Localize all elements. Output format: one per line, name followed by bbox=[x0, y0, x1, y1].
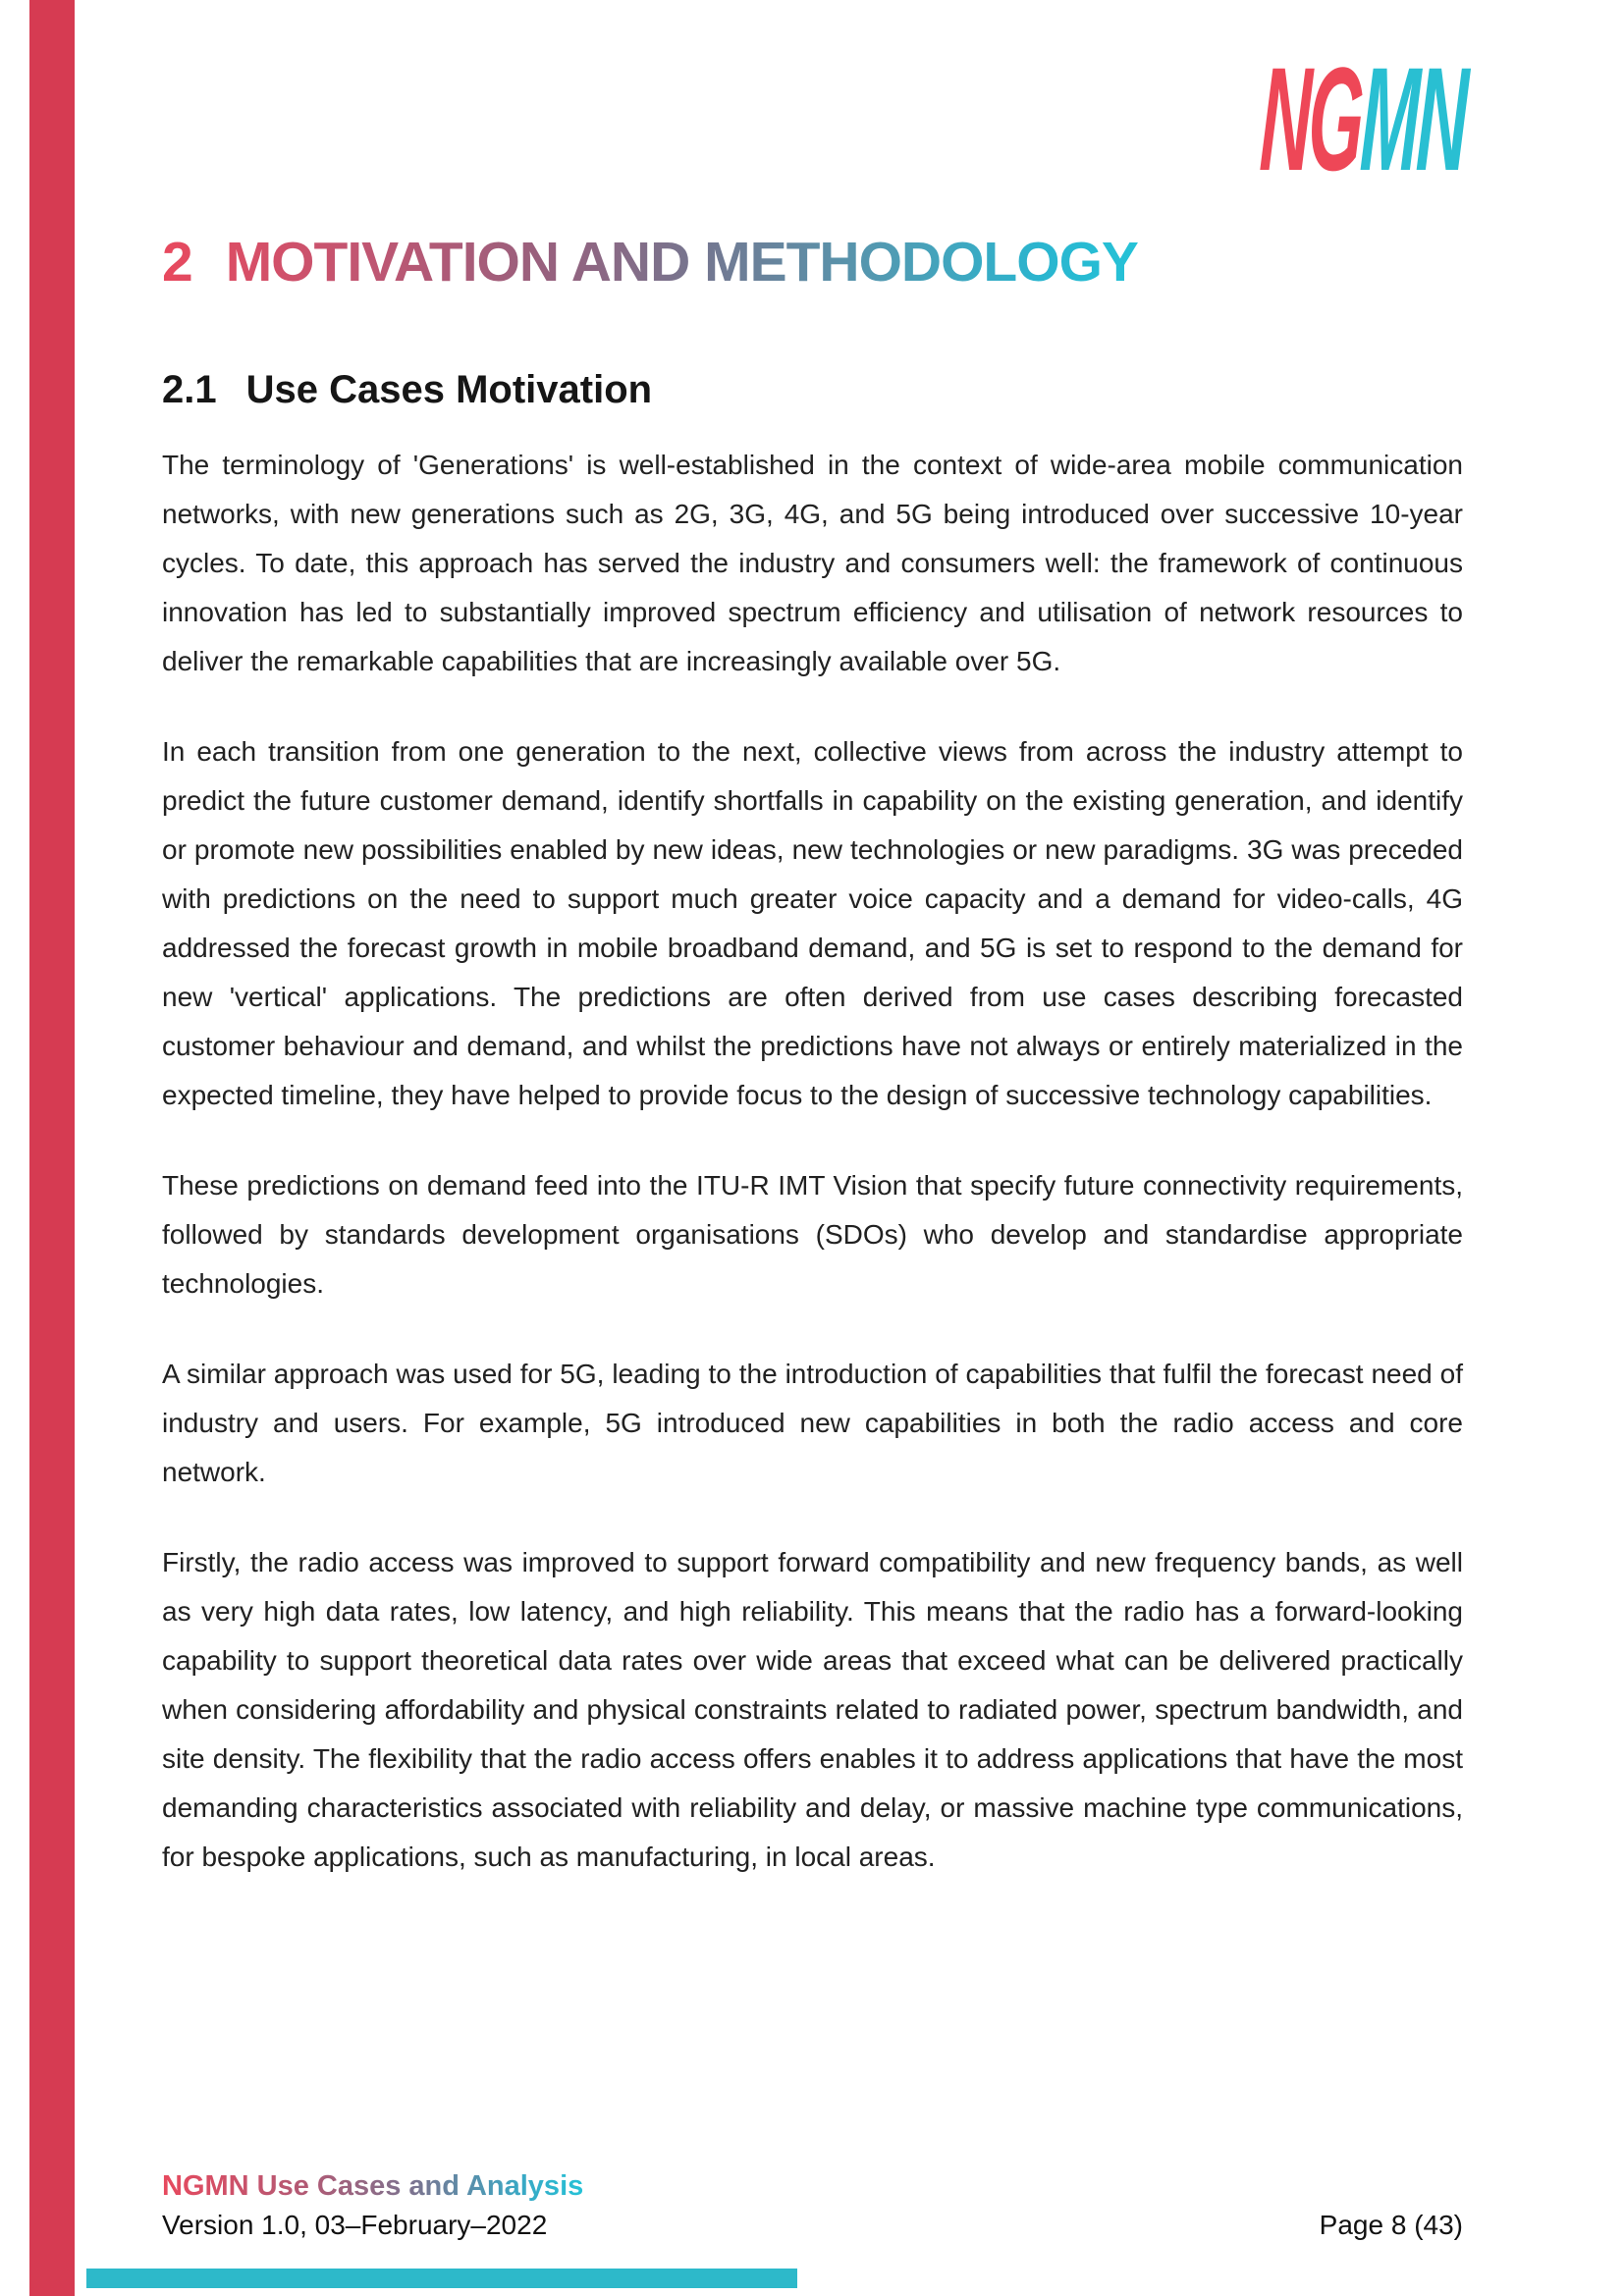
footer-page-number: Page 8 (43) bbox=[1319, 2210, 1463, 2240]
section-title: MOTIVATION AND METHODOLOGY bbox=[225, 231, 1138, 294]
section-heading bbox=[162, 231, 1138, 295]
subsection-heading bbox=[162, 366, 1463, 413]
paragraph-4: A similar approach was used for 5G, leading to the introduction of capabilities that fulfil the forecast need of industry and users. For example, 5G introduced new capabilities in both the radio access and core network. bbox=[162, 1358, 1463, 1487]
subsection-title: Use Cases Motivation bbox=[245, 367, 653, 411]
footer-doc-title: NGMN Use Cases and Analysis bbox=[162, 2166, 583, 2206]
header bbox=[162, 36, 1468, 201]
logo-ng-part: NG bbox=[1257, 36, 1364, 201]
paragraph-5: Firstly, the radio access was improved to support forward compatibility and new frequency bands, as well as very high data rates, low latency, and high reliability. This means that the radio has a forward-looking capability to support theoretical data rates over wide areas that exceed what can be delivered practically when considering affordability and physical constraints related to radiated power, spectrum bandwidth, and site density. The flexibility that the radio access offers enables it to address applications that have the most demanding characteristics associated with reliability and delay, or massive machine type communications, for bespoke applications, such as manufacturing, in local areas. bbox=[162, 1546, 1463, 1872]
footer-version: Version 1.0, 03–February–2022 bbox=[162, 2210, 548, 2240]
paragraph-2: In each transition from one generation to the next, collective views from across the industry attempt to predict the future customer demand, identify shortfalls in capability on the existing generation, and identify or promote new possibilities enabled by new ideas, new technologies or new paradigms. 3G was preceded with predictions on the need to support much greater voice capacity and a demand for video-calls, 4G addressed the forecast growth in mobile broadband demand, and 5G is set to respond to the demand for new 'vertical' applications. The predictions are often derived from use cases describing forecasted customer behaviour and demand, and whilst the predictions have not always or entirely materialized in the expected timeline, they have helped to provide focus to the design of successive technology capabilities. bbox=[162, 735, 1463, 1110]
section-number: 2 bbox=[162, 231, 192, 294]
body-copy bbox=[162, 441, 1463, 1882]
logo-mn-part: MN bbox=[1357, 36, 1468, 201]
ngmn-logo bbox=[1257, 36, 1468, 201]
page-footer bbox=[162, 2166, 1463, 2245]
page-content bbox=[162, 0, 1468, 1882]
subsection-number: 2.1 bbox=[162, 367, 217, 411]
paragraph-1: The terminology of 'Generations' is well-established in the context of wide-area mobile communication networks, with new generations such as 2G, 3G, 4G, and 5G being introduced over successive 10-year cycles. To date, this approach has served the industry and consumers well: the framework of continuous innovation has led to substantially improved spectrum efficiency and utilisation of network resources to deliver the remarkable capabilities that are increasingly available over 5G. bbox=[162, 449, 1463, 676]
bottom-accent-bar bbox=[86, 2269, 797, 2288]
paragraph-3: These predictions on demand feed into the ITU-R IMT Vision that specify future connectivity requirements, followed by standards development organisations (SDOs) who develop and standardise appropriate technologies. bbox=[162, 1169, 1463, 1299]
left-accent-bar bbox=[29, 0, 75, 2296]
